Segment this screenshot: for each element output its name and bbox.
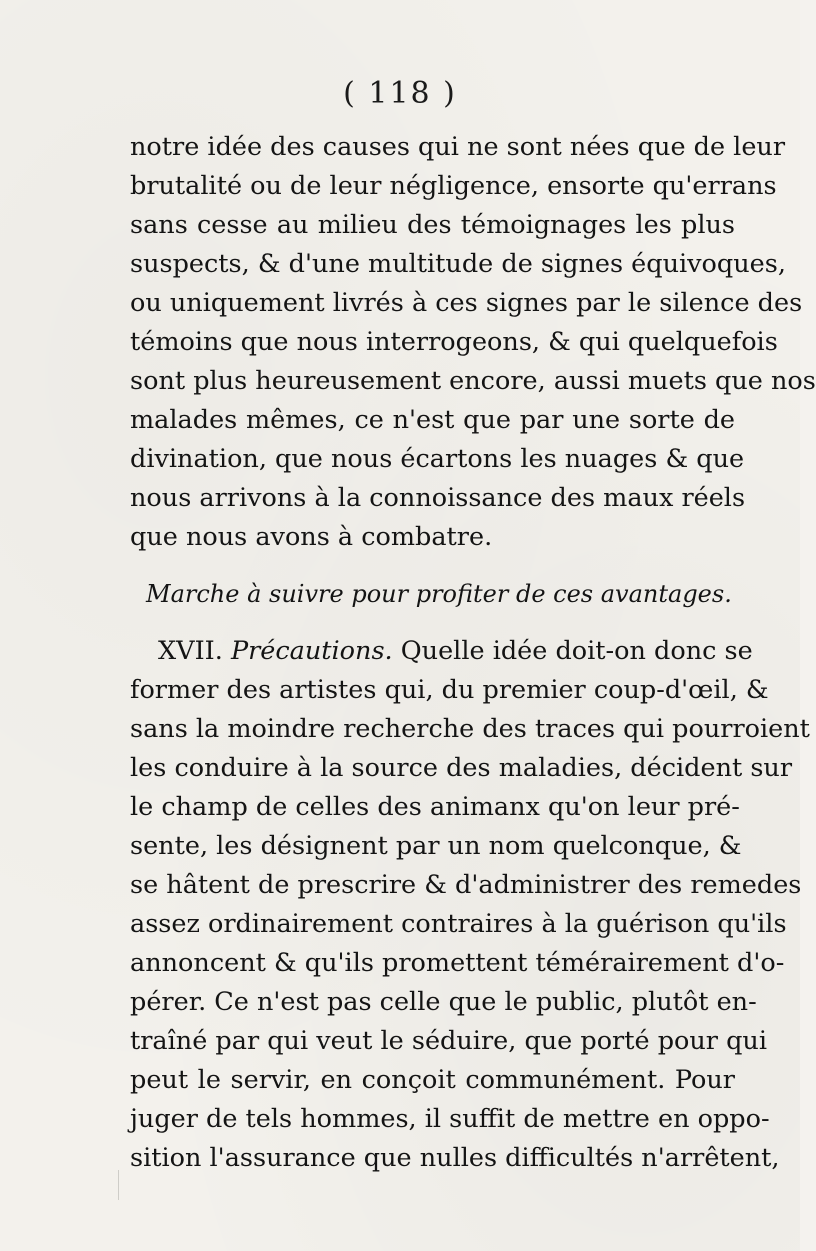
section-heading: Marche à suivre pour profiter de ces avantages. <box>146 580 732 608</box>
section-number: XVII. <box>158 636 223 666</box>
text-line: suspects, & d'une multitude de signes équivoques, <box>130 249 786 279</box>
text-line: peut le servir, en conçoit communément. Pour <box>130 1065 735 1095</box>
text-line: assez ordinairement contraires à la guérison qu'ils <box>130 909 787 939</box>
paragraph-1 <box>130 128 816 557</box>
text-line: témoins que nous interrogeons, & qui quelquefois <box>130 327 778 357</box>
section-title: Précautions. <box>230 636 393 666</box>
paragraph-2 <box>130 632 810 1178</box>
first-line-text: Quelle idée doit-on donc se <box>400 636 753 666</box>
text-line: sont plus heureusement encore, aussi muets que nos <box>130 366 816 396</box>
text-line: traîné par qui veut le séduire, que porté pour qui <box>130 1026 767 1056</box>
text-line-first <box>130 632 753 671</box>
text-line: brutalité ou de leur négligence, ensorte qu'errans <box>130 171 777 201</box>
text-line: sition l'assurance que nulles difficultés n'arrêtent, <box>130 1143 780 1173</box>
text-line: notre idée des causes qui ne sont nées que de leur <box>130 132 786 162</box>
section-heading-block <box>130 572 735 616</box>
text-line: juger de tels hommes, il suffit de mettre en oppo- <box>130 1104 770 1134</box>
text-line: se hâtent de prescrire & d'administrer des remedes <box>130 870 802 900</box>
text-line: malades mêmes, ce n'est que par une sorte de <box>130 405 735 435</box>
text-line: que nous avons à combatre. <box>130 522 493 552</box>
text-line: le champ de celles des animanx qu'on leur pré- <box>130 792 740 822</box>
text-line: nous arrivons à la connoissance des maux réels <box>130 483 746 513</box>
text-line: divination, que nous écartons les nuages & que <box>130 444 745 474</box>
text-line: former des artistes qui, du premier coup-d'œil, & <box>130 675 769 705</box>
text-line: annoncent & qu'ils promettent témérairement d'o- <box>130 948 785 978</box>
text-line: sans cesse au milieu des témoignages les plus <box>130 210 735 240</box>
text-line: pérer. Ce n'est pas celle que le public, plutôt en- <box>130 987 757 1017</box>
text-line: ou uniquement livrés à ces signes par le silence des <box>130 288 803 318</box>
paper-mark <box>118 1170 139 1200</box>
text-line: sans la moindre recherche des traces qui pourroient <box>130 714 810 744</box>
text-line: sente, les désignent par un nom quelconque, & <box>130 831 742 861</box>
page-number: ( 118 ) <box>343 76 457 111</box>
text-line: les conduire à la source des maladies, décident sur <box>130 753 793 783</box>
